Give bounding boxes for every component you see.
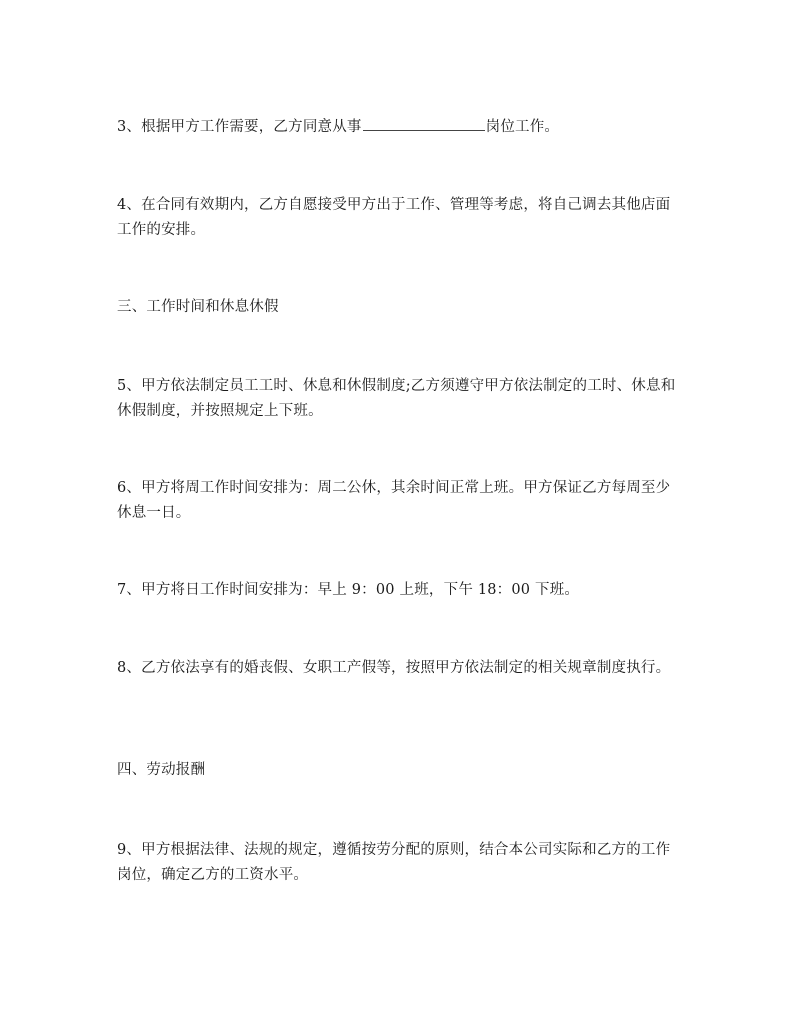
clause-5: 5、甲方依法制定员工工时、休息和休假制度;乙方须遵守甲方依法制定的工时、休息和休假制度，并按照规定上下班。: [117, 378, 676, 419]
clause-3-text-after: 岗位工作。: [485, 119, 560, 135]
clause-4: 4、在合同有效期内，乙方自愿接受甲方出于工作、管理等考虑，将自己调去其他店面工作的安排。: [117, 197, 671, 238]
position-blank-line: [363, 116, 485, 131]
clause-6: 6、甲方将周工作时间安排为：周二公休，其余时间正常上班。甲方保证乙方每周至少休息一日。: [117, 480, 671, 521]
section-heading-remuneration: 四、劳动报酬: [117, 762, 206, 778]
section-heading-working-hours: 三、工作时间和休息休假: [117, 299, 279, 315]
clause-7: 7、甲方将日工作时间安排为：早上 9：00 上班，下午 18：00 下班。: [117, 582, 580, 598]
clause-8: 8、乙方依法享有的婚丧假、女职工产假等，按照甲方依法制定的相关规章制度执行。: [117, 660, 671, 676]
clause-9: 9、甲方根据法律、法规的规定，遵循按劳分配的原则，结合本公司实际和乙方的工作岗位，确定乙方的工资水平。: [117, 842, 671, 883]
clause-3-text-before: 3、根据甲方工作需要，乙方同意从事: [117, 119, 362, 135]
clause-3: [117, 115, 683, 140]
